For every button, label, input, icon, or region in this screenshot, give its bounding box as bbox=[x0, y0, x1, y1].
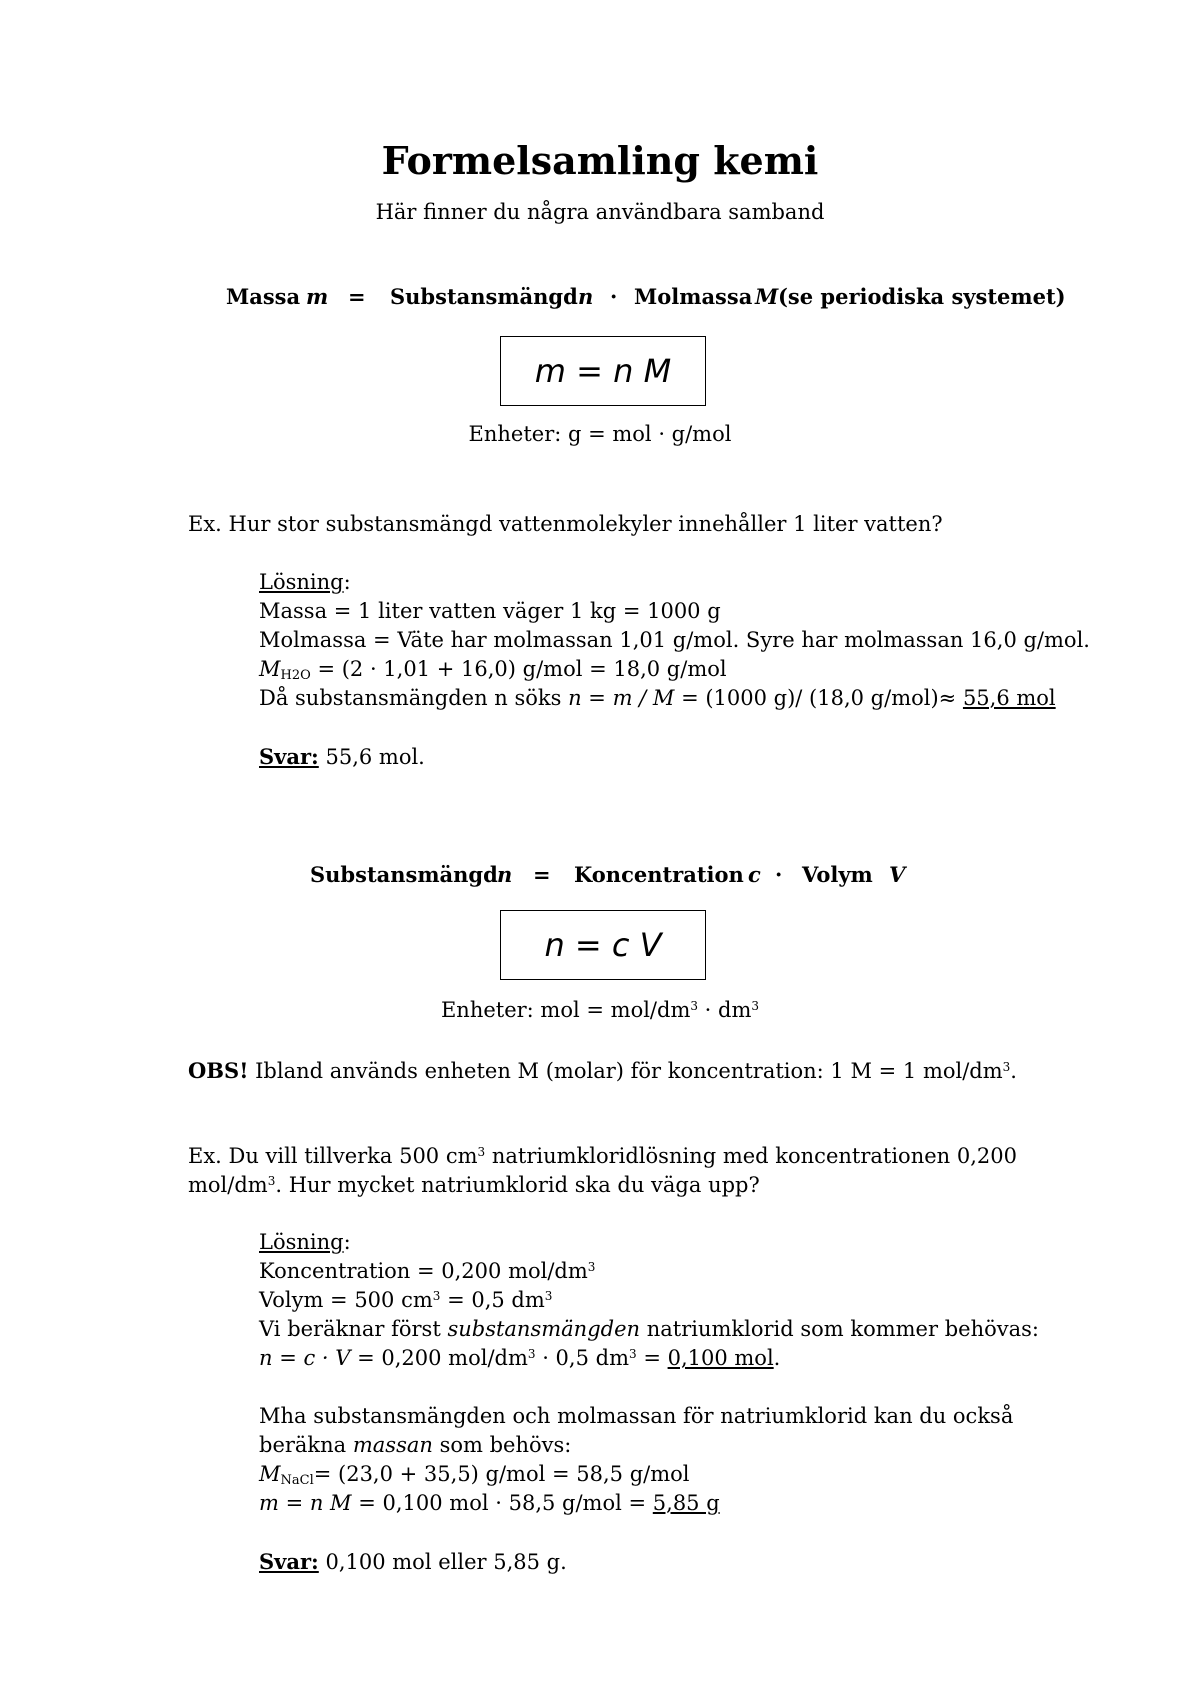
page-subtitle: Här finner du några användbara samband bbox=[375, 200, 825, 224]
obs-note: OBS! Ibland används enheten M (molar) för koncentration: 1 M = 1 mol/$dm^3$. bbox=[188, 1058, 1017, 1083]
rel1-dot: · bbox=[610, 284, 618, 309]
example1-line-mass: Massa = 1 liter vatten väger 1 kg = 1000 g bbox=[259, 599, 721, 623]
rel1-mid: Substansmängd bbox=[390, 284, 578, 309]
rel2-equals: = bbox=[533, 862, 551, 887]
example2-line-concentration: Koncentration = 0,200 mol/$dm^3$ bbox=[259, 1259, 596, 1283]
example2-solution-heading: Lösning: bbox=[259, 1230, 351, 1254]
example1-line-mh2o: $M_{H2O} = (2 \cdot 1,01 + 16,0) g/mol = 18,0$ g/mol bbox=[259, 657, 727, 683]
formula-box-amount: n = c V bbox=[500, 910, 706, 980]
example2-question-line2: mol/$dm^3$. Hur mycket natriumklorid ska du väga upp? bbox=[188, 1173, 760, 1197]
rel2-mid: Koncentration bbox=[574, 862, 744, 887]
rel1-left-symbol: m bbox=[306, 284, 329, 309]
rel1-right: Molmassa bbox=[634, 284, 753, 309]
rel1-equals: = bbox=[348, 284, 366, 309]
rel1-note: (se periodiska systemet) bbox=[778, 284, 1066, 309]
example1-question: Ex. Hur stor substansmängd vattenmolekyler innehåller 1 liter vatten? bbox=[188, 512, 943, 536]
rel2-mid-symbol: c bbox=[748, 862, 761, 887]
rel2-left: Substansmängd bbox=[310, 862, 498, 887]
example2-line-mha2: beräkna massan som behövs: bbox=[259, 1433, 572, 1457]
units-amount: Enheter: mol = mol/$dm^3 \cdot dm^3$ bbox=[440, 998, 760, 1022]
example2-line-m-calc: m = n M = 0,100 mol · 58,5 g/mol = 5,85 g bbox=[259, 1491, 720, 1515]
example2-answer: Svar: 0,100 mol eller 5,85 g. bbox=[259, 1549, 567, 1574]
rel2-right-symbol: V bbox=[889, 862, 906, 887]
example2-line-volume: Volym = 500 $cm^3 = 0,5$ $dm^3$ bbox=[259, 1288, 553, 1312]
example1-answer: Svar: 55,6 mol. bbox=[259, 744, 425, 769]
example2-line-compute: Vi beräknar först substansmängden natriumklorid som kommer behövas: bbox=[259, 1317, 1039, 1341]
example1-solution-heading: Lösning: bbox=[259, 570, 351, 594]
page-title: Formelsamling kemi bbox=[381, 138, 819, 183]
example2-line-mnacl: $M_{NaCl}= (23,0 + 35,5) g/mol = 58,5$ g/mol bbox=[259, 1462, 690, 1488]
rel2-dot: · bbox=[775, 862, 783, 887]
example2-question-line1: Ex. Du vill tillverka 500 $cm^3$ natriumkloridlösning med koncentrationen 0,200 bbox=[188, 1144, 1017, 1168]
units-mass: Enheter: g = mol · g/mol bbox=[468, 422, 732, 446]
example2-line-n-calc: n = c · V = 0,200 mol/$dm^3 \cdot 0,5$ $dm^3 = 0,100$ mol. bbox=[259, 1346, 781, 1370]
rel2-right: Volym bbox=[802, 862, 873, 887]
example1-line-calculation: Då substansmängden n söks n = m / M = (1000 g)/ (18,0 g/mol)≈ 55,6 mol bbox=[259, 686, 1056, 710]
rel1-left: Massa bbox=[226, 284, 301, 309]
rel1-mid-symbol: n bbox=[578, 284, 594, 309]
example2-line-mha1: Mha substansmängden och molmassan för natriumklorid kan du också bbox=[259, 1404, 1014, 1428]
example1-line-molar-mass: Molmassa = Väte har molmassan 1,01 g/mol. Syre har molmassan 16,0 g/mol. bbox=[259, 628, 1090, 652]
rel1-right-symbol: M bbox=[755, 284, 779, 309]
example2-m-result: 5,85 g bbox=[652, 1491, 720, 1515]
example2-n-result: 0,100 mol bbox=[667, 1346, 774, 1370]
rel2-left-symbol: n bbox=[497, 862, 513, 887]
formula-box-mass: m = n M bbox=[500, 336, 706, 406]
example1-result: 55,6 mol bbox=[962, 686, 1056, 710]
